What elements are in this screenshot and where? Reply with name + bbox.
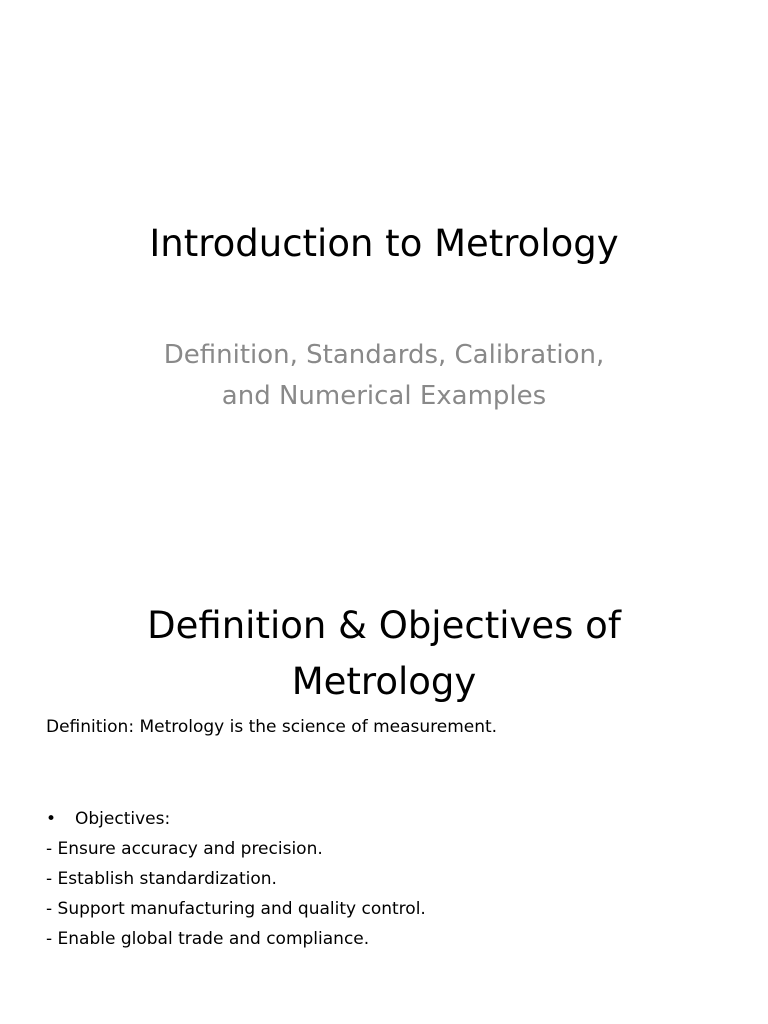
objectives-heading [46,804,736,834]
subtitle-line: Definition, Standards, Calibration, [163,340,605,370]
slide-title-heading: Introduction to Metrology [149,222,619,265]
list-item: - Ensure accuracy and precision. [46,839,323,859]
list-item: - Enable global trade and compliance. [46,929,370,949]
heading-line: Definition & Objectives of [147,604,621,647]
definition-text: Definition: Metrology is the science of measurement. [46,717,498,737]
list-item: - Support manufacturing and quality control. [46,899,426,919]
slide-subtitle [0,335,768,417]
objectives-list [46,804,736,954]
subtitle-line: and Numerical Examples [221,381,547,411]
slide-heading [0,598,768,710]
bullet-icon: • [46,809,57,829]
heading-line: Metrology [291,660,477,703]
slide-definition-objectives [0,576,768,1024]
objectives-heading-label: Objectives: [75,809,171,829]
list-item: - Establish standardization. [46,869,277,889]
